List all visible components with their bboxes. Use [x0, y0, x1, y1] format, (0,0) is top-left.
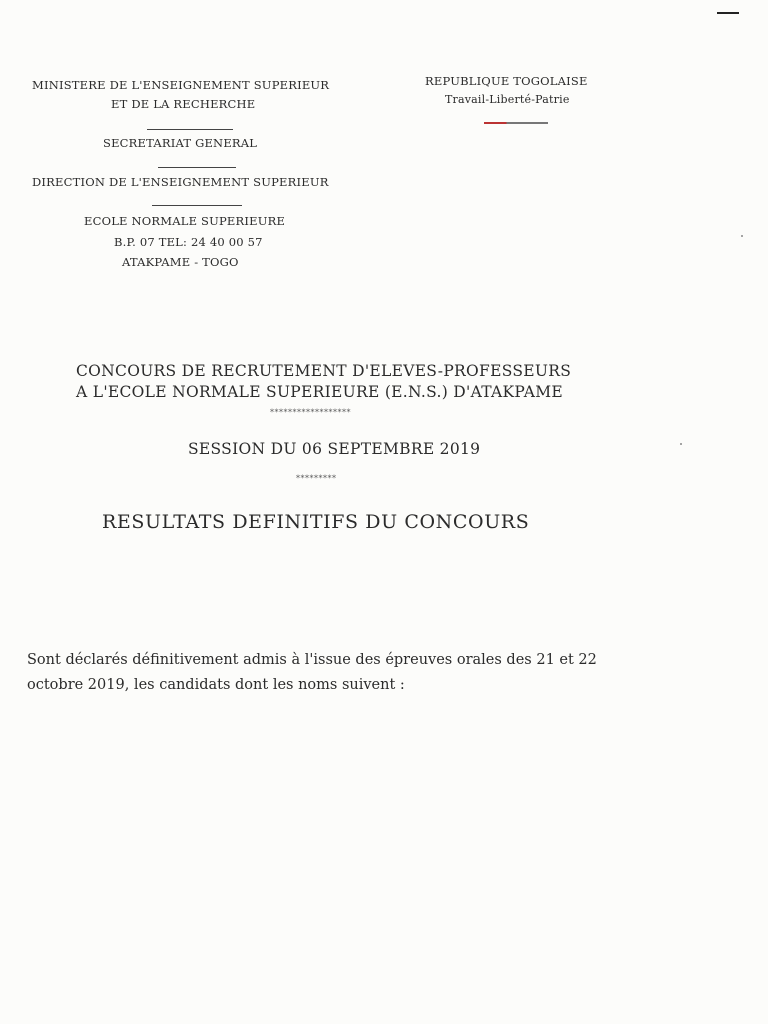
corner-mark [717, 12, 739, 14]
ministry-line2: ET DE LA RECHERCHE [111, 97, 256, 111]
direction-label: DIRECTION DE L'ENSEIGNEMENT SUPERIEUR [32, 175, 329, 189]
divider [152, 205, 242, 206]
country-name: REPUBLIQUE TOGOLAISE [425, 74, 588, 88]
title-line2: A L'ECOLE NORMALE SUPERIEURE (E.N.S.) D'ATAKPAME [76, 383, 563, 401]
divider [158, 167, 236, 168]
divider [147, 129, 233, 130]
school-contact: B.P. 07 TEL: 24 40 00 57 [114, 235, 263, 249]
title-line1: CONCOURS DE RECRUTEMENT D'ELEVES-PROFESSEURS [76, 362, 572, 380]
separator-short: ********* [296, 474, 337, 483]
ministry-line1: MINISTERE DE L'ENSEIGNEMENT SUPERIEUR [32, 78, 330, 92]
flag-divider [484, 122, 548, 124]
school-name: ECOLE NORMALE SUPERIEURE [84, 214, 286, 228]
separator-long: ****************** [270, 408, 351, 417]
national-motto: Travail-Liberté-Patrie [445, 93, 570, 106]
intro-paragraph: Sont déclarés définitivement admis à l'issue des épreuves orales des 21 et 22 octobre 2019, les candidats dont les noms suivent : [27, 652, 597, 693]
scan-speck [680, 443, 682, 445]
session-label: SESSION DU 06 SEPTEMBRE 2019 [188, 440, 481, 458]
results-heading: RESULTATS DEFINITIFS DU CONCOURS [102, 511, 530, 533]
secretariat-label: SECRETARIAT GENERAL [103, 136, 258, 150]
school-city: ATAKPAME - TOGO [122, 255, 239, 269]
scan-speck [741, 235, 743, 237]
